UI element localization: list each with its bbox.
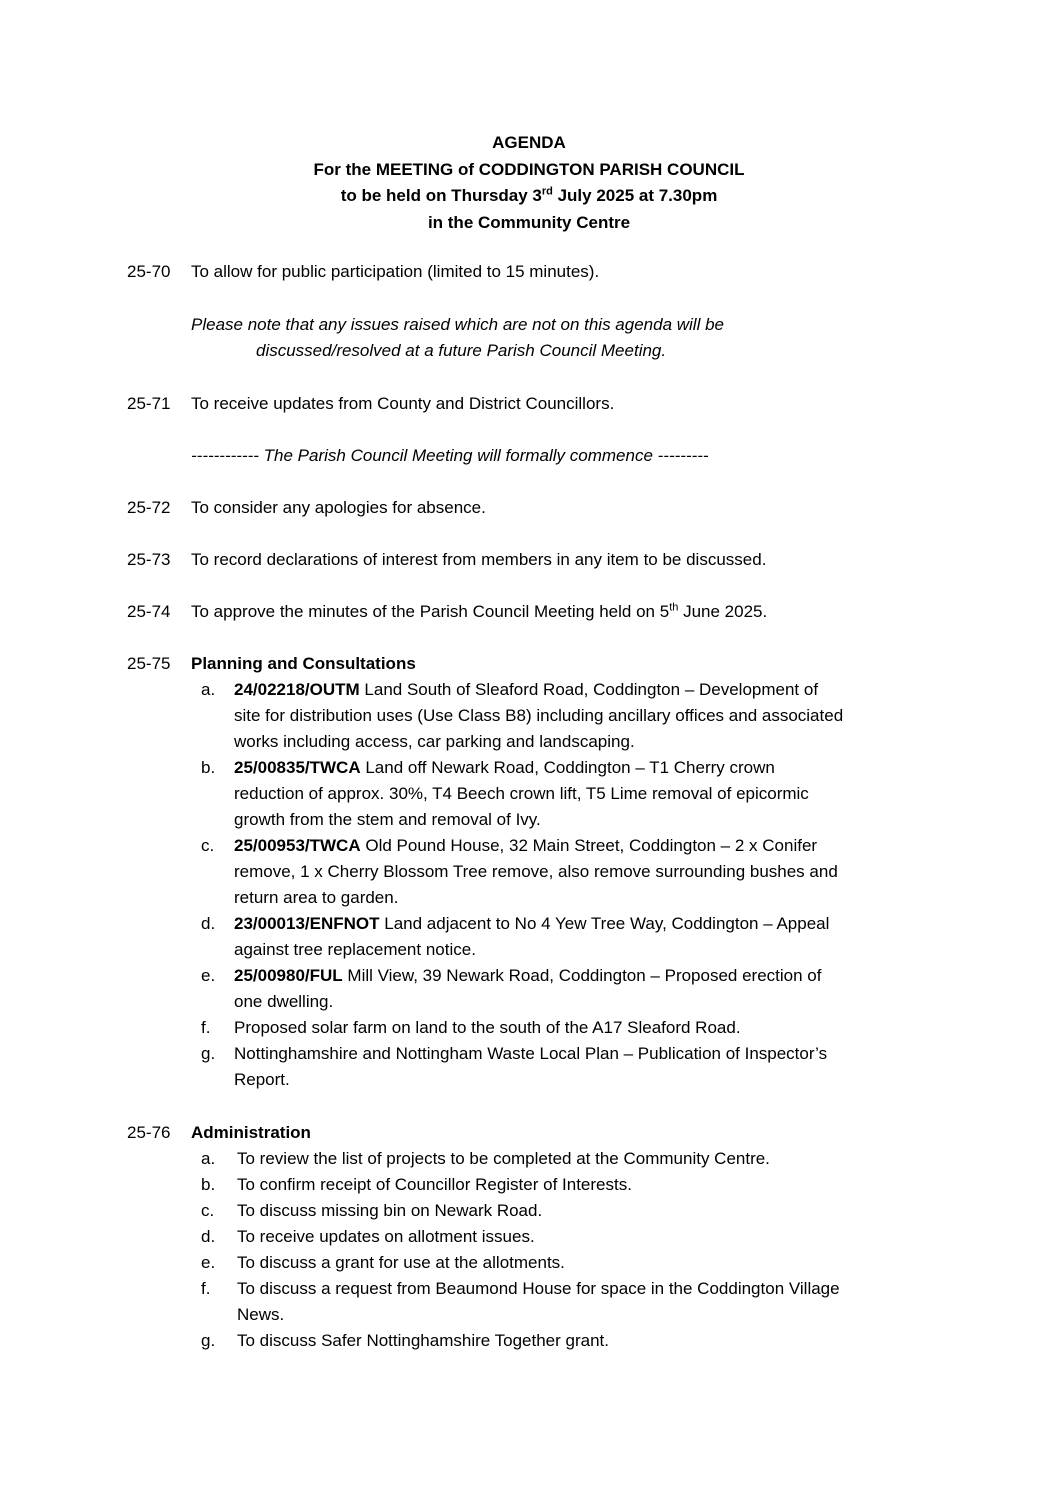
- meeting-date-suffix: rd: [541, 185, 553, 198]
- list-marker: e.: [201, 1253, 216, 1272]
- item-text: To consider any apologies for absence.: [191, 498, 486, 517]
- list-item: [201, 1041, 931, 1093]
- list-item-text: Nottinghamshire and Nottingham Waste Local Plan – Publication of Inspector’s: [234, 1044, 828, 1063]
- item-heading: Planning and Consultations: [191, 654, 416, 673]
- meeting-name: For the MEETING of CODDINGTON PARISH COUNCIL: [313, 159, 745, 179]
- list-item-line: News.: [237, 1305, 285, 1324]
- public-participation-note: [191, 312, 871, 364]
- list-item-text: To discuss a grant for use at the allotments.: [237, 1253, 565, 1272]
- planning-reference: 25/00980/FUL: [234, 966, 343, 985]
- list-marker: a.: [201, 680, 216, 699]
- agenda-header: [0, 130, 1058, 236]
- item-number: 25-74: [127, 602, 171, 621]
- list-item-text: To confirm receipt of Councillor Register of Interests.: [237, 1175, 632, 1194]
- list-marker: b.: [201, 1175, 216, 1194]
- list-marker: a.: [201, 1149, 216, 1168]
- list-item: [201, 1172, 931, 1198]
- list-item-text: Land South of Sleaford Road, Coddington – Development of: [359, 680, 819, 699]
- planning-list: [201, 677, 931, 1093]
- list-item-text: Land adjacent to No 4 Yew Tree Way, Coddington – Appeal: [379, 914, 830, 933]
- meeting-date-text: to be held on Thursday 3: [340, 186, 542, 205]
- list-item-text: To discuss a request from Beaumond House for space in the Coddington Village: [237, 1279, 840, 1298]
- list-marker: d.: [201, 914, 216, 933]
- list-item-text: Proposed solar farm on land to the south of the A17 Sleaford Road.: [234, 1018, 741, 1037]
- item-date-suffix: th: [669, 601, 679, 614]
- list-item-text: Old Pound House, 32 Main Street, Coddington – 2 x Conifer: [360, 836, 818, 855]
- list-item-line: growth from the stem and removal of Ivy.: [234, 810, 541, 829]
- list-item-text: To discuss Safer Nottinghamshire Together grant.: [237, 1331, 609, 1350]
- list-item: [201, 755, 931, 833]
- list-item: [201, 1328, 931, 1354]
- list-item: [201, 1015, 931, 1041]
- list-item-line: works including access, car parking and landscaping.: [234, 732, 635, 751]
- list-item-line: against tree replacement notice.: [234, 940, 476, 959]
- list-item: [201, 1146, 931, 1172]
- planning-reference: 24/02218/OUTM: [234, 680, 360, 699]
- list-marker: g.: [201, 1044, 216, 1063]
- agenda-title: AGENDA: [492, 133, 566, 152]
- item-number: 25-75: [127, 654, 171, 673]
- item-text: To receive updates from County and District Councillors.: [191, 394, 615, 413]
- list-marker: b.: [201, 758, 216, 777]
- list-item-line: remove, 1 x Cherry Blossom Tree remove, also remove surrounding bushes and: [234, 862, 838, 881]
- list-item-line: site for distribution uses (Use Class B8) including ancillary offices and associated: [234, 706, 844, 725]
- item-number: 25-72: [127, 498, 171, 517]
- formal-commence-note: ------------ The Parish Council Meeting will formally commence ---------: [191, 446, 709, 465]
- administration-list: [201, 1146, 931, 1354]
- list-item: [201, 1198, 931, 1224]
- list-item-text: To receive updates on allotment issues.: [237, 1227, 535, 1246]
- item-text-rest: June 2025.: [678, 602, 768, 621]
- list-item: [201, 963, 931, 1015]
- list-marker: c.: [201, 1201, 215, 1220]
- item-text-main: To approve the minutes of the Parish Council Meeting held on 5: [191, 602, 670, 621]
- item-number: 25-70: [127, 262, 171, 281]
- list-item-text: Land off Newark Road, Coddington – T1 Cherry crown: [360, 758, 775, 777]
- planning-reference: 25/00835/TWCA: [234, 758, 361, 777]
- meeting-date: [0, 183, 1058, 210]
- list-marker: e.: [201, 966, 216, 985]
- item-text: [191, 599, 931, 625]
- meeting-venue: in the Community Centre: [427, 212, 631, 232]
- item-text: To allow for public participation (limited to 15 minutes).: [191, 262, 600, 281]
- list-item-text: To review the list of projects to be completed at the Community Centre.: [237, 1149, 770, 1168]
- item-number: 25-71: [127, 394, 171, 413]
- list-item-text: To discuss missing bin on Newark Road.: [237, 1201, 543, 1220]
- list-item-line: reduction of approx. 30%, T4 Beech crown lift, T5 Lime removal of epicormic: [234, 784, 809, 803]
- planning-reference: 25/00953/TWCA: [234, 836, 361, 855]
- planning-reference: 23/00013/ENFNOT: [234, 914, 380, 933]
- item-heading: Administration: [191, 1123, 311, 1142]
- list-item: [201, 1224, 931, 1250]
- list-item: [201, 1250, 931, 1276]
- item-text: To record declarations of interest from members in any item to be discussed.: [191, 550, 767, 569]
- list-item-text: Mill View, 39 Newark Road, Coddington – Proposed erection of: [342, 966, 822, 985]
- item-number: 25-76: [127, 1123, 171, 1142]
- list-item: [201, 677, 931, 755]
- list-item-line: one dwelling.: [234, 992, 334, 1011]
- note-line-1: Please note that any issues raised which are not on this agenda will be: [191, 315, 724, 334]
- meeting-date-rest: July 2025 at 7.30pm: [552, 186, 718, 205]
- list-marker: g.: [201, 1331, 216, 1350]
- list-marker: f.: [201, 1279, 211, 1298]
- list-marker: c.: [201, 836, 215, 855]
- list-item: [201, 833, 931, 911]
- list-item-line: return area to garden.: [234, 888, 399, 907]
- list-marker: d.: [201, 1227, 216, 1246]
- list-item-line: Report.: [234, 1070, 290, 1089]
- note-line-2: discussed/resolved at a future Parish Council Meeting.: [256, 341, 667, 360]
- list-marker: f.: [201, 1018, 211, 1037]
- item-number: 25-73: [127, 550, 171, 569]
- list-item: [201, 1276, 931, 1328]
- list-item: [201, 911, 931, 963]
